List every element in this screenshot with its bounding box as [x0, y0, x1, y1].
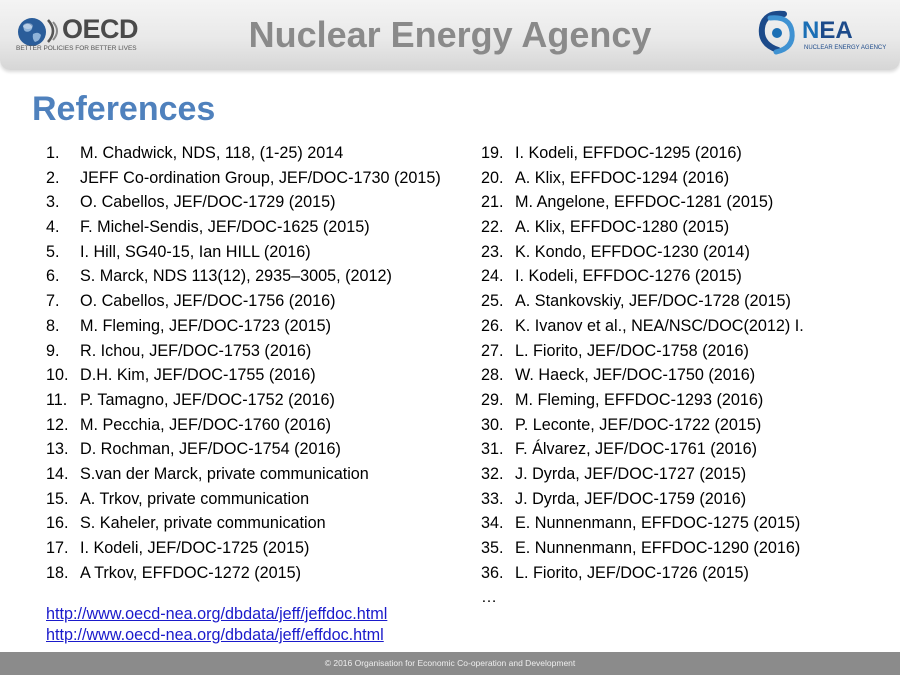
nea-wordmark-rest: EA	[819, 17, 853, 44]
reference-text: JEFF Co-ordination Group, JEF/DOC-1730 (2015)	[80, 168, 441, 187]
reference-item	[46, 217, 441, 242]
nea-wordmark	[802, 17, 853, 45]
reference-text: M. Chadwick, NDS, 118, (1-25) 2014	[80, 144, 344, 162]
reference-number: 3.	[46, 193, 60, 212]
jeffdoc-link[interactable]: http://www.oecd-nea.org/dbdata/jeff/jeffdoc.html	[46, 605, 388, 623]
reference-item	[481, 439, 804, 464]
reference-item	[46, 192, 441, 217]
reference-number: 29.	[481, 390, 504, 409]
reference-item	[481, 266, 804, 291]
reference-text: L. Fiorito, JEF/DOC-1758 (2016)	[515, 341, 749, 360]
nea-tagline: NUCLEAR ENERGY AGENCY	[804, 45, 887, 51]
reference-text: I. Hill, SG40-15, Ian HILL (2016)	[80, 242, 311, 261]
reference-text: O. Cabellos, JEF/DOC-1756 (2016)	[80, 292, 336, 311]
slide-footer	[0, 652, 900, 675]
reference-text: K. Ivanov et al., NEA/NSC/DOC(2012) I.	[515, 316, 804, 335]
reference-links	[46, 604, 387, 646]
reference-number: 14.	[46, 464, 69, 483]
reference-number: 23.	[481, 242, 504, 261]
reference-text: M. Fleming, JEF/DOC-1723 (2015)	[80, 316, 331, 335]
reference-item	[481, 242, 804, 267]
reference-text: J. Dyrda, JEF/DOC-1759 (2016)	[515, 489, 747, 508]
reference-number: 26.	[481, 316, 504, 335]
reference-item	[481, 513, 804, 538]
reference-text: R. Ichou, JEF/DOC-1753 (2016)	[80, 341, 312, 360]
reference-text: I. Kodeli, EFFDOC-1295 (2016)	[515, 144, 742, 162]
reference-number: 34.	[481, 514, 504, 533]
reference-number: 20.	[481, 168, 504, 187]
reference-text: A. Klix, EFFDOC-1294 (2016)	[515, 168, 730, 187]
reference-number: 6.	[46, 267, 60, 286]
reference-number: 31.	[481, 440, 504, 459]
nea-logo	[754, 8, 894, 58]
reference-number: 32.	[481, 464, 504, 483]
reference-number: 21.	[481, 193, 504, 212]
reference-text: J. Dyrda, JEF/DOC-1727 (2015)	[515, 464, 747, 483]
reference-item	[481, 168, 804, 193]
reference-text: D.H. Kim, JEF/DOC-1755 (2016)	[80, 366, 316, 385]
oecd-tagline: BETTER POLICIES FOR BETTER LIVES	[16, 45, 137, 52]
reference-number: 2.	[46, 168, 60, 187]
reference-item	[46, 439, 441, 464]
reference-number: 10.	[46, 366, 69, 385]
reference-text: O. Cabellos, JEF/DOC-1729 (2015)	[80, 193, 336, 212]
reference-number: 13.	[46, 440, 69, 459]
reference-item	[46, 464, 441, 489]
reference-text: E. Nunnenmann, EFFDOC-1275 (2015)	[515, 514, 801, 533]
page-title: References	[32, 90, 216, 128]
reference-text: D. Rochman, JEF/DOC-1754 (2016)	[80, 440, 341, 459]
reference-item	[46, 143, 441, 168]
reference-item	[46, 538, 441, 563]
copyright-text: © 2016 Organisation for Economic Co-operation and Development	[324, 658, 576, 668]
reference-item	[46, 563, 441, 588]
nea-emblem-icon	[754, 8, 800, 58]
continuation-ellipsis: …	[481, 589, 497, 606]
reference-number: 22.	[481, 218, 504, 237]
reference-item	[46, 291, 441, 316]
reference-item	[46, 390, 441, 415]
reference-text: F. Michel-Sendis, JEF/DOC-1625 (2015)	[80, 218, 370, 237]
reference-text: A. Stankovskiy, JEF/DOC-1728 (2015)	[515, 292, 791, 311]
reference-item	[481, 563, 804, 588]
reference-item	[481, 192, 804, 217]
reference-text: A. Klix, EFFDOC-1280 (2015)	[515, 218, 730, 237]
reference-number: 24.	[481, 267, 504, 286]
reference-text: W. Haeck, JEF/DOC-1750 (2016)	[515, 366, 756, 385]
reference-number: 19.	[481, 144, 504, 162]
reference-text: P. Tamagno, JEF/DOC-1752 (2016)	[80, 390, 335, 409]
references-left-list	[46, 143, 441, 587]
reference-number: 16.	[46, 514, 69, 533]
reference-number: 28.	[481, 366, 504, 385]
reference-item	[46, 168, 441, 193]
reference-text: S. Kaheler, private communication	[80, 514, 326, 533]
reference-number: 36.	[481, 563, 504, 582]
reference-number: 35.	[481, 539, 504, 557]
reference-text: E. Nunnenmann, EFFDOC-1290 (2016)	[515, 539, 801, 557]
reference-text: M. Fleming, EFFDOC-1293 (2016)	[515, 390, 764, 409]
reference-number: 11.	[46, 390, 68, 409]
reference-number: 27.	[481, 341, 504, 360]
reference-item	[481, 291, 804, 316]
reference-item	[481, 341, 804, 366]
reference-item	[46, 242, 441, 267]
effdoc-link[interactable]: http://www.oecd-nea.org/dbdata/jeff/effdoc.html	[46, 626, 384, 644]
reference-number: 18.	[46, 563, 69, 582]
reference-item	[46, 365, 441, 390]
reference-item	[481, 143, 804, 168]
reference-number: 25.	[481, 292, 504, 311]
reference-text: K. Kondo, EFFDOC-1230 (2014)	[515, 242, 750, 261]
reference-number: 5.	[46, 242, 60, 261]
reference-text: I. Kodeli, JEF/DOC-1725 (2015)	[80, 539, 310, 557]
nea-wordmark-n: N	[802, 17, 820, 44]
reference-number: 33.	[481, 489, 504, 508]
reference-item	[46, 316, 441, 341]
reference-number: 12.	[46, 415, 69, 434]
reference-item	[481, 316, 804, 341]
reference-number: 8.	[46, 316, 60, 335]
reference-item	[481, 415, 804, 440]
reference-number: 30.	[481, 415, 504, 434]
reference-text: A. Trkov, private communication	[80, 489, 310, 508]
reference-text: M. Pecchia, JEF/DOC-1760 (2016)	[80, 415, 332, 434]
reference-text: I. Kodeli, EFFDOC-1276 (2015)	[515, 267, 742, 286]
references-right-list	[481, 143, 804, 587]
reference-number: 4.	[46, 218, 60, 237]
reference-item	[481, 489, 804, 514]
reference-item	[46, 513, 441, 538]
reference-number: 17.	[46, 539, 69, 557]
reference-item	[46, 415, 441, 440]
reference-item	[481, 365, 804, 390]
reference-item	[481, 390, 804, 415]
oecd-wordmark: OECD	[62, 14, 139, 44]
reference-text: L. Fiorito, JEF/DOC-1726 (2015)	[515, 563, 749, 582]
reference-number: 9.	[46, 341, 60, 360]
reference-item	[46, 341, 441, 366]
reference-item	[481, 464, 804, 489]
reference-text: P. Leconte, JEF/DOC-1722 (2015)	[515, 415, 762, 434]
slide-header	[0, 0, 900, 70]
reference-text: M. Angelone, EFFDOC-1281 (2015)	[515, 193, 774, 212]
reference-item	[46, 266, 441, 291]
reference-number: 7.	[46, 292, 60, 311]
reference-item	[46, 489, 441, 514]
reference-text: S. Marck, NDS 113(12), 2935–3005, (2012)	[80, 267, 392, 286]
reference-number: 1.	[46, 144, 60, 162]
reference-text: A Trkov, EFFDOC-1272 (2015)	[80, 563, 302, 582]
reference-number: 15.	[46, 489, 69, 508]
reference-item	[481, 538, 804, 563]
reference-text: S.van der Marck, private communication	[80, 464, 369, 483]
header-title: Nuclear Energy Agency	[248, 14, 652, 55]
reference-item	[481, 217, 804, 242]
reference-text: F. Álvarez, JEF/DOC-1761 (2016)	[515, 440, 757, 459]
